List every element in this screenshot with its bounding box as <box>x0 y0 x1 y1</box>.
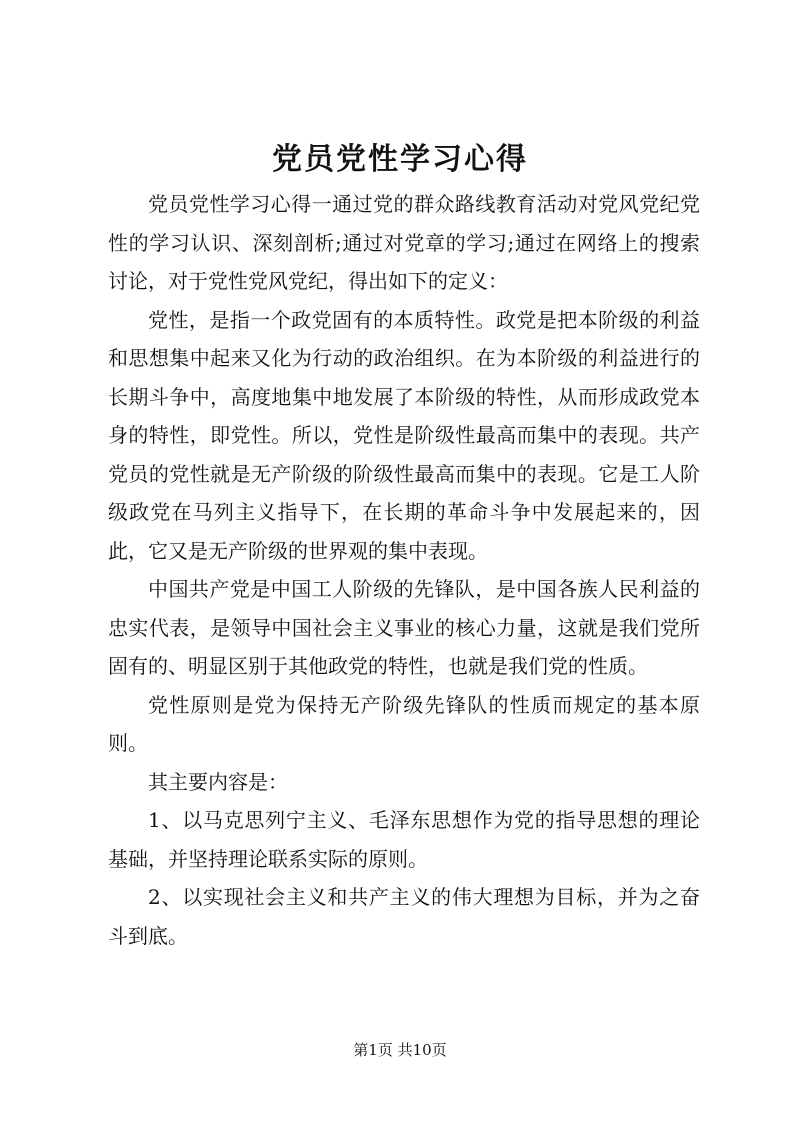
paragraph-point-1: 1、以马克思列宁主义、毛泽东思想作为党的指导思想的理论基础，并坚持理论联系实际的原则。 <box>108 808 700 871</box>
paragraph-main-content-heading: 其主要内容是： <box>148 769 288 794</box>
paragraph-party-nature: 党性，是指一个政党固有的本质特性。政党是把本阶级的利益和思想集中起来又化为行动的政治组织。在为本阶级的利益进行的长期斗争中，高度地集中地发展了本阶级的特性，从而形成政党本身的特性，即党性。所以，党性是阶级性最高而集中的表现。共产党员的党性就是无产阶级的阶级性最高而集中的表现。它是工人阶级政党在马列主义指导下，在长期的革命斗争中发展起来的，因此，它又是无产阶级的世界观的集中表现。 <box>108 307 700 563</box>
paragraph-party-principle: 党性原则是党为保持无产阶级先锋队的性质而规定的基本原则。 <box>108 692 700 755</box>
paragraph-intro: 党员党性学习心得一通过党的群众路线教育活动对党风党纪党性的学习认识、深刻剖析;通过对党章的学习;通过在网络上的搜索讨论，对于党性党风党纪，得出如下的定义： <box>108 192 700 293</box>
document-body <box>108 185 700 955</box>
paragraph-cpc-character: 中国共产党是中国工人阶级的先锋队，是中国各族人民利益的忠实代表，是领导中国社会主义事业的核心力量，这就是我们党所固有的、明显区别于其他政党的特性，也就是我们党的性质。 <box>108 577 700 678</box>
paragraph-point-2: 2、以实现社会主义和共产主义的伟大理想为目标，并为之奋斗到底。 <box>108 885 700 948</box>
page-footer <box>0 1039 800 1061</box>
page-number-label: 第1页 共10页 <box>353 1041 447 1059</box>
document-title: 党员党性学习心得 <box>272 142 528 177</box>
